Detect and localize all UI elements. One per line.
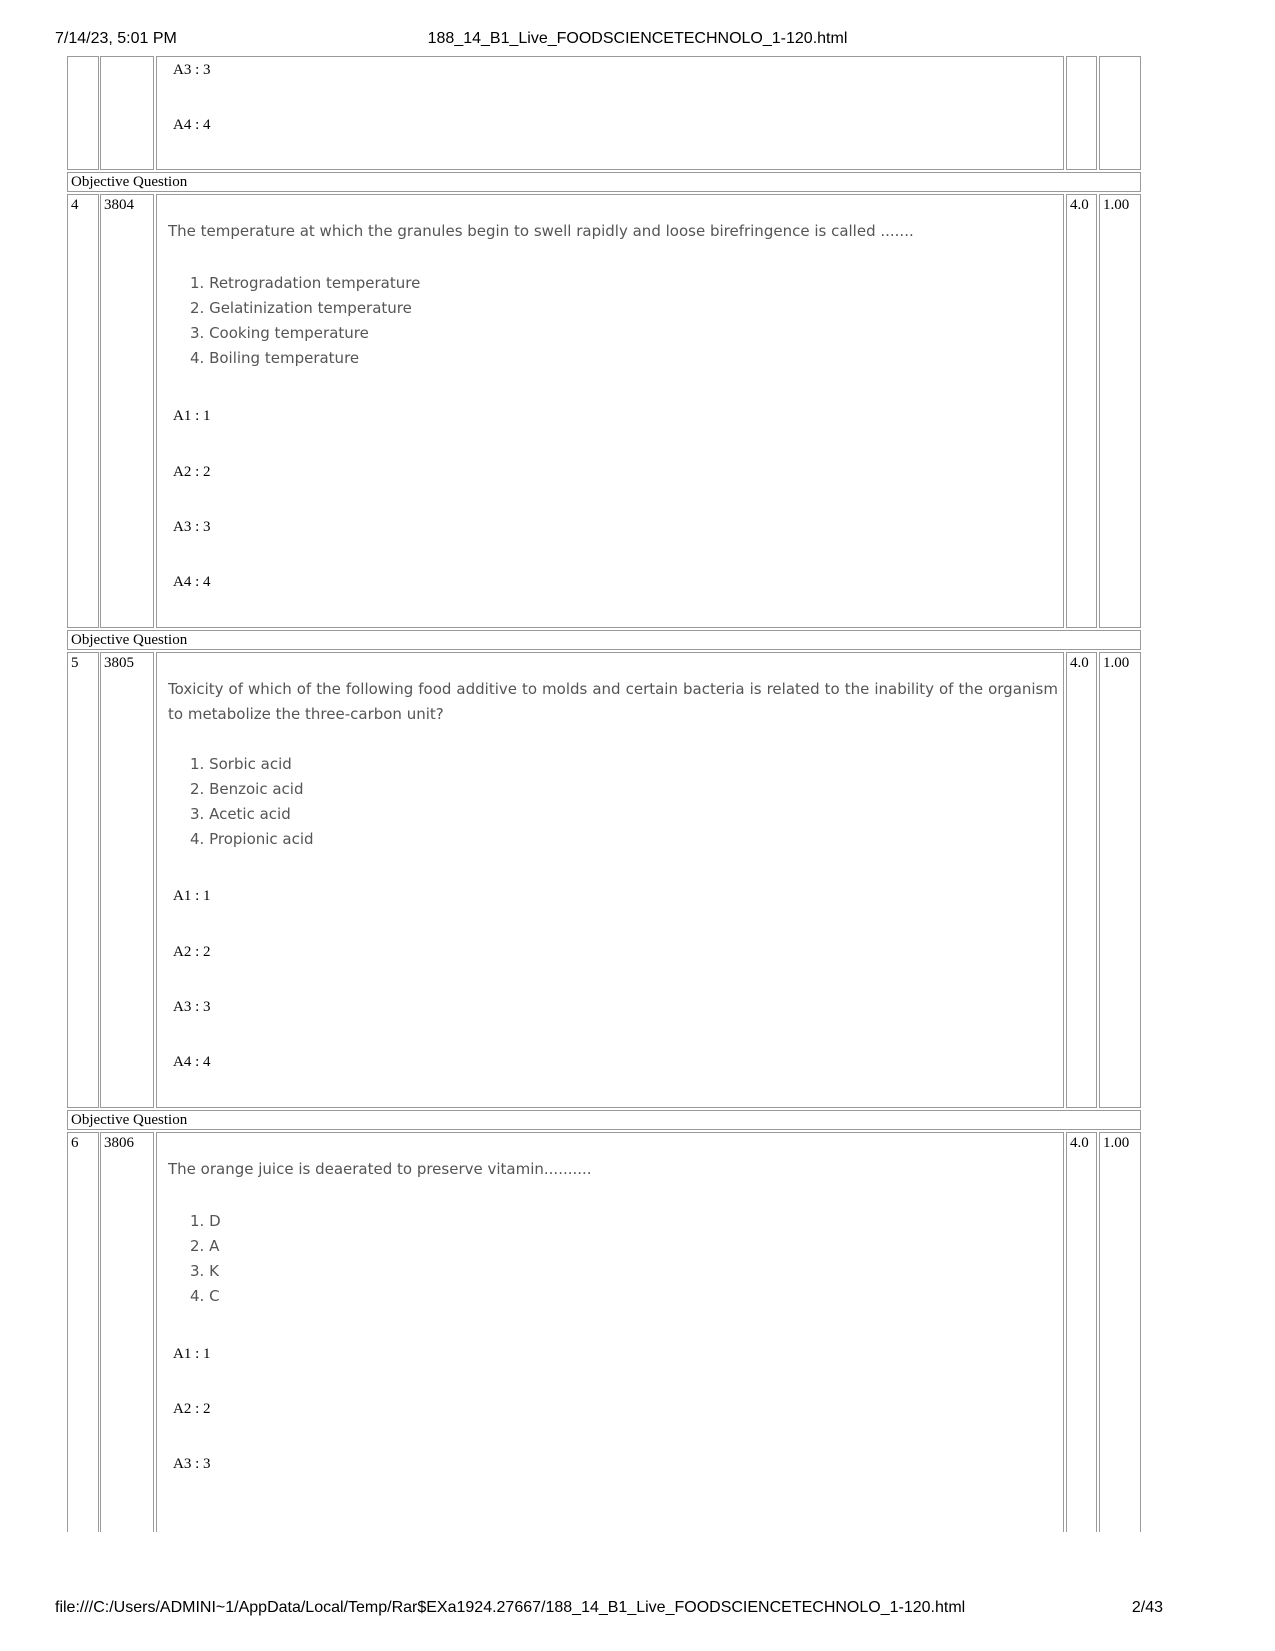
page-number: 2/43	[1131, 1599, 1163, 1616]
answer-a4: A4 : 4	[173, 1054, 211, 1070]
print-datetime: 7/14/23, 5:01 PM	[55, 30, 177, 47]
options-list	[190, 752, 314, 852]
qid-cell	[100, 56, 154, 170]
option-1: 1. Retrogradation temperature	[190, 274, 421, 292]
options-list	[190, 271, 420, 371]
question-number: 6	[71, 1135, 79, 1151]
marks-cell	[1066, 1132, 1097, 1532]
answer-a3: A3 : 3	[173, 62, 211, 78]
question-text: The temperature at which the granules begin to swell rapidly and loose birefringence is called .......	[168, 222, 914, 240]
marks-value: 4.0	[1070, 655, 1089, 671]
option-3: 3. Acetic acid	[190, 805, 291, 823]
sno-cell	[67, 194, 99, 628]
marks-value: 4.0	[1070, 1135, 1089, 1151]
option-3: 3. K	[190, 1262, 219, 1280]
answer-a3: A3 : 3	[173, 519, 211, 535]
marks-cell	[1066, 652, 1097, 1108]
answer-a1: A1 : 1	[173, 888, 211, 904]
qid-cell	[100, 194, 154, 628]
question-id: 3805	[104, 655, 134, 671]
option-2: 2. Gelatinization temperature	[190, 299, 412, 317]
answer-a2: A2 : 2	[173, 944, 211, 960]
option-2: 2. Benzoic acid	[190, 780, 304, 798]
answer-a4: A4 : 4	[173, 574, 211, 590]
negative-marks-value: 1.00	[1103, 1135, 1130, 1151]
question-id: 3806	[104, 1135, 134, 1151]
question-number: 4	[71, 197, 79, 213]
answer-a3: A3 : 3	[173, 1456, 211, 1472]
section-label-row	[67, 172, 1141, 192]
answer-a2: A2 : 2	[173, 464, 211, 480]
print-footer	[0, 1597, 1275, 1621]
option-4: 4. Propionic acid	[190, 830, 314, 848]
answer-a1: A1 : 1	[173, 408, 211, 424]
qid-cell	[100, 652, 154, 1108]
print-header	[0, 28, 1275, 52]
section-label-row	[67, 1110, 1141, 1130]
section-label: Objective Question	[71, 632, 188, 648]
question-cell	[156, 194, 1064, 628]
question-id: 3804	[104, 197, 134, 213]
sno-cell	[67, 1132, 99, 1532]
question-text: The orange juice is deaerated to preserve vitamin..........	[168, 1160, 592, 1178]
question-number: 5	[71, 655, 79, 671]
marks-cell	[1066, 56, 1097, 170]
sno-cell	[67, 56, 99, 170]
option-2: 2. A	[190, 1237, 220, 1255]
negative-marks-value: 1.00	[1103, 197, 1130, 213]
negative-marks-value: 1.00	[1103, 655, 1130, 671]
section-label-row	[67, 630, 1141, 650]
negative-cell	[1099, 56, 1141, 170]
answer-a3: A3 : 3	[173, 999, 211, 1015]
negative-cell	[1099, 194, 1141, 628]
options-list	[190, 1209, 221, 1309]
answer-a4: A4 : 4	[173, 117, 211, 133]
option-1: 1. Sorbic acid	[190, 755, 292, 773]
section-label: Objective Question	[71, 1112, 188, 1128]
section-label: Objective Question	[71, 174, 188, 190]
option-4: 4. Boiling temperature	[190, 349, 360, 367]
marks-value: 4.0	[1070, 197, 1089, 213]
sno-cell	[67, 652, 99, 1108]
qid-cell	[100, 1132, 154, 1532]
option-4: 4. C	[190, 1287, 220, 1305]
question-cell	[156, 56, 1064, 170]
question-text: Toxicity of which of the following food additive to molds and certain bacteria is related to the inability of the organism to metabolize the three-carbon unit?	[168, 680, 1058, 723]
file-path: file:///C:/Users/ADMINI~1/AppData/Local/Temp/Rar$EXa1924.27667/188_14_B1_Live_FOODSCIENCETECHNOLO_1-120.html	[55, 1599, 966, 1616]
answer-a2: A2 : 2	[173, 1401, 211, 1417]
marks-cell	[1066, 194, 1097, 628]
option-3: 3. Cooking temperature	[190, 324, 369, 342]
document-title: 188_14_B1_Live_FOODSCIENCETECHNOLO_1-120.html	[427, 30, 848, 47]
answer-a1: A1 : 1	[173, 1346, 211, 1362]
question-cell	[156, 1132, 1064, 1532]
negative-cell	[1099, 652, 1141, 1108]
option-1: 1. D	[190, 1212, 221, 1230]
negative-cell	[1099, 1132, 1141, 1532]
